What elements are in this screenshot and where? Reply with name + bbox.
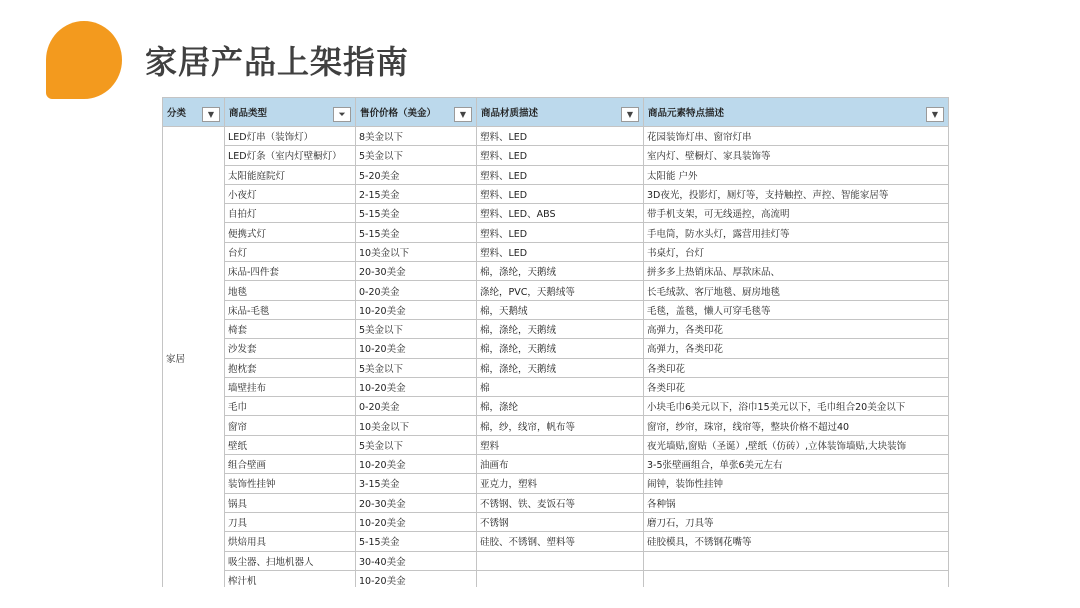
features-cell[interactable]: 磨刀石，刀具等 xyxy=(644,512,949,531)
product-type-cell[interactable]: 台灯 xyxy=(225,242,356,261)
price-cell[interactable]: 5美金以下 xyxy=(356,358,477,377)
table-row xyxy=(163,512,949,531)
table-row xyxy=(163,281,949,300)
header-product-type xyxy=(225,98,356,127)
product-type-cell[interactable]: 墙壁挂布 xyxy=(225,377,356,396)
features-cell[interactable]: 室内灯、壁橱灯、家具装饰等 xyxy=(644,146,949,165)
price-cell[interactable]: 5-15美金 xyxy=(356,204,477,223)
header-label: 商品材质描述 xyxy=(481,108,539,119)
features-cell[interactable]: 小块毛巾6美元以下，浴巾15美元以下，毛巾组合20美金以下 xyxy=(644,397,949,416)
table-row xyxy=(163,416,949,435)
features-cell[interactable]: 拼多多上热销床品、厚款床品、 xyxy=(644,262,949,281)
material-cell[interactable]: 塑料、LED xyxy=(477,223,644,242)
product-type-cell[interactable]: 刀具 xyxy=(225,512,356,531)
product-type-cell[interactable]: 小夜灯 xyxy=(225,184,356,203)
dropdown-arrow-icon[interactable]: ▼ xyxy=(454,107,472,122)
price-cell[interactable]: 5-15美金 xyxy=(356,223,477,242)
material-cell[interactable]: 棉，涤纶，天鹅绒 xyxy=(477,339,644,358)
product-type-cell[interactable]: 太阳能庭院灯 xyxy=(225,165,356,184)
price-cell[interactable]: 8美金以下 xyxy=(356,127,477,146)
product-type-cell[interactable]: 地毯 xyxy=(225,281,356,300)
features-cell[interactable]: 书桌灯，台灯 xyxy=(644,242,949,261)
product-type-cell[interactable]: 自拍灯 xyxy=(225,204,356,223)
product-type-cell[interactable]: LED灯串（装饰灯） xyxy=(225,127,356,146)
material-cell[interactable]: 塑料、LED、ABS xyxy=(477,204,644,223)
features-cell[interactable]: 长毛绒款、客厅地毯、厨房地毯 xyxy=(644,281,949,300)
product-type-cell[interactable]: 组合壁画 xyxy=(225,455,356,474)
table-row xyxy=(163,435,949,454)
material-cell[interactable]: 塑料、LED xyxy=(477,127,644,146)
price-cell[interactable]: 30-40美金 xyxy=(356,551,477,570)
header-category xyxy=(163,98,225,127)
header-material xyxy=(477,98,644,127)
table-row xyxy=(163,551,949,570)
dropdown-arrow-icon[interactable]: ▼ xyxy=(202,107,220,122)
material-cell[interactable]: 棉，涤纶，天鹅绒 xyxy=(477,262,644,281)
material-cell[interactable]: 硅胶、不锈钢、塑料等 xyxy=(477,532,644,551)
features-cell[interactable]: 各种锅 xyxy=(644,493,949,512)
table-row xyxy=(163,146,949,165)
material-cell[interactable]: 塑料、LED xyxy=(477,184,644,203)
product-type-cell[interactable]: 壁纸 xyxy=(225,435,356,454)
product-spreadsheet xyxy=(162,97,949,587)
table-row xyxy=(163,358,949,377)
material-cell[interactable]: 亚克力，塑料 xyxy=(477,474,644,493)
table-row xyxy=(163,455,949,474)
material-cell[interactable]: 棉 xyxy=(477,377,644,396)
table-body xyxy=(163,127,949,588)
material-cell[interactable]: 塑料、LED xyxy=(477,146,644,165)
table-row xyxy=(163,165,949,184)
product-type-cell[interactable]: 窗帘 xyxy=(225,416,356,435)
features-cell[interactable]: 高弹力，各类印花 xyxy=(644,319,949,338)
material-cell[interactable]: 塑料 xyxy=(477,435,644,454)
product-type-cell[interactable]: 装饰性挂钟 xyxy=(225,474,356,493)
features-cell[interactable] xyxy=(644,570,949,587)
product-type-cell[interactable]: 便携式灯 xyxy=(225,223,356,242)
features-cell[interactable]: 闹钟，装饰性挂钟 xyxy=(644,474,949,493)
features-cell[interactable]: 太阳能 户外 xyxy=(644,165,949,184)
features-cell[interactable] xyxy=(644,551,949,570)
price-cell[interactable]: 10-20美金 xyxy=(356,300,477,319)
price-cell[interactable]: 10-20美金 xyxy=(356,512,477,531)
features-cell[interactable]: 窗帘，纱帘，珠帘，线帘等，整块价格不超过40 xyxy=(644,416,949,435)
material-cell[interactable]: 油画布 xyxy=(477,455,644,474)
features-cell[interactable]: 各类印花 xyxy=(644,377,949,396)
features-cell[interactable]: 毛毯，盖毯，懒人可穿毛毯等 xyxy=(644,300,949,319)
material-cell[interactable]: 不锈钢 xyxy=(477,512,644,531)
price-cell[interactable]: 10美金以下 xyxy=(356,416,477,435)
product-table xyxy=(162,97,949,587)
price-cell[interactable]: 10-20美金 xyxy=(356,570,477,587)
price-cell[interactable]: 20-30美金 xyxy=(356,493,477,512)
price-cell[interactable]: 3-15美金 xyxy=(356,474,477,493)
material-cell[interactable]: 塑料、LED xyxy=(477,242,644,261)
filter-funnel-icon[interactable]: ⏷ xyxy=(333,107,351,122)
features-cell[interactable]: 高弹力，各类印花 xyxy=(644,339,949,358)
price-cell[interactable]: 2-15美金 xyxy=(356,184,477,203)
material-cell[interactable] xyxy=(477,551,644,570)
table-row xyxy=(163,127,949,146)
header-label: 分类 xyxy=(167,108,187,119)
material-cell[interactable]: 棉，涤纶，天鹅绒 xyxy=(477,319,644,338)
material-cell[interactable]: 塑料、LED xyxy=(477,165,644,184)
features-cell[interactable]: 硅胶模具，不锈钢花嘴等 xyxy=(644,532,949,551)
dropdown-arrow-icon[interactable]: ▼ xyxy=(926,107,944,122)
table-row xyxy=(163,242,949,261)
material-cell[interactable]: 棉，涤纶，天鹅绒 xyxy=(477,358,644,377)
table-row xyxy=(163,300,949,319)
header-features xyxy=(644,98,949,127)
price-cell[interactable]: 5美金以下 xyxy=(356,146,477,165)
table-row xyxy=(163,204,949,223)
material-cell[interactable]: 棉，天鹅绒 xyxy=(477,300,644,319)
table-row xyxy=(163,532,949,551)
material-cell[interactable] xyxy=(477,570,644,587)
orange-accent-shape xyxy=(46,21,122,99)
product-type-cell[interactable]: 抱枕套 xyxy=(225,358,356,377)
product-type-cell[interactable]: 椅套 xyxy=(225,319,356,338)
price-cell[interactable]: 5-15美金 xyxy=(356,532,477,551)
price-cell[interactable]: 10-20美金 xyxy=(356,339,477,358)
product-type-cell[interactable]: 床品-四件套 xyxy=(225,262,356,281)
price-cell[interactable]: 0-20美金 xyxy=(356,397,477,416)
table-row xyxy=(163,474,949,493)
table-row xyxy=(163,223,949,242)
category-cell[interactable]: 家居 xyxy=(163,127,225,588)
price-cell[interactable]: 5美金以下 xyxy=(356,319,477,338)
material-cell[interactable]: 棉，涤纶 xyxy=(477,397,644,416)
price-cell[interactable]: 10-20美金 xyxy=(356,455,477,474)
table-row xyxy=(163,493,949,512)
product-type-cell[interactable]: 床品-毛毯 xyxy=(225,300,356,319)
price-cell[interactable]: 5-20美金 xyxy=(356,165,477,184)
table-row xyxy=(163,184,949,203)
features-cell[interactable]: 手电筒，防水头灯，露营用挂灯等 xyxy=(644,223,949,242)
price-cell[interactable]: 10-20美金 xyxy=(356,377,477,396)
header-label: 售价价格（美金） xyxy=(360,108,437,119)
features-cell[interactable]: 3D夜光，投影灯，厕灯等，支持触控、声控、智能家居等 xyxy=(644,184,949,203)
table-row xyxy=(163,570,949,587)
table-row xyxy=(163,319,949,338)
table-row xyxy=(163,339,949,358)
price-cell[interactable]: 5美金以下 xyxy=(356,435,477,454)
product-type-cell[interactable]: 毛巾 xyxy=(225,397,356,416)
table-row xyxy=(163,377,949,396)
header-label: 商品类型 xyxy=(229,108,268,119)
material-cell[interactable]: 涤纶，PVC，天鹅绒等 xyxy=(477,281,644,300)
product-type-cell[interactable]: LED灯条（室内灯壁橱灯） xyxy=(225,146,356,165)
price-cell[interactable]: 0-20美金 xyxy=(356,281,477,300)
header-row xyxy=(163,98,949,127)
features-cell[interactable]: 夜光墙贴,窗贴（圣诞）,壁纸（仿砖）,立体装饰墙贴,大块装饰 xyxy=(644,435,949,454)
features-cell[interactable]: 3-5张壁画组合，单张6美元左右 xyxy=(644,455,949,474)
price-cell[interactable]: 20-30美金 xyxy=(356,262,477,281)
price-cell[interactable]: 10美金以下 xyxy=(356,242,477,261)
product-type-cell[interactable]: 榨汁机 xyxy=(225,570,356,587)
table-row xyxy=(163,397,949,416)
features-cell[interactable]: 各类印花 xyxy=(644,358,949,377)
product-type-cell[interactable]: 沙发套 xyxy=(225,339,356,358)
header-label: 商品元素特点描述 xyxy=(648,108,725,119)
material-cell[interactable]: 棉，纱，线帘，帆布等 xyxy=(477,416,644,435)
header-price xyxy=(356,98,477,127)
slide-title: 家居产品上架指南 xyxy=(145,43,410,81)
features-cell[interactable]: 花园装饰灯串、窗帘灯串 xyxy=(644,127,949,146)
product-type-cell[interactable]: 烘焙用具 xyxy=(225,532,356,551)
dropdown-arrow-icon[interactable]: ▼ xyxy=(621,107,639,122)
product-type-cell[interactable]: 吸尘器、扫地机器人 xyxy=(225,551,356,570)
table-row xyxy=(163,262,949,281)
product-type-cell[interactable]: 锅具 xyxy=(225,493,356,512)
material-cell[interactable]: 不锈钢、铁、麦饭石等 xyxy=(477,493,644,512)
features-cell[interactable]: 带手机支架，可无线遥控，高流明 xyxy=(644,204,949,223)
